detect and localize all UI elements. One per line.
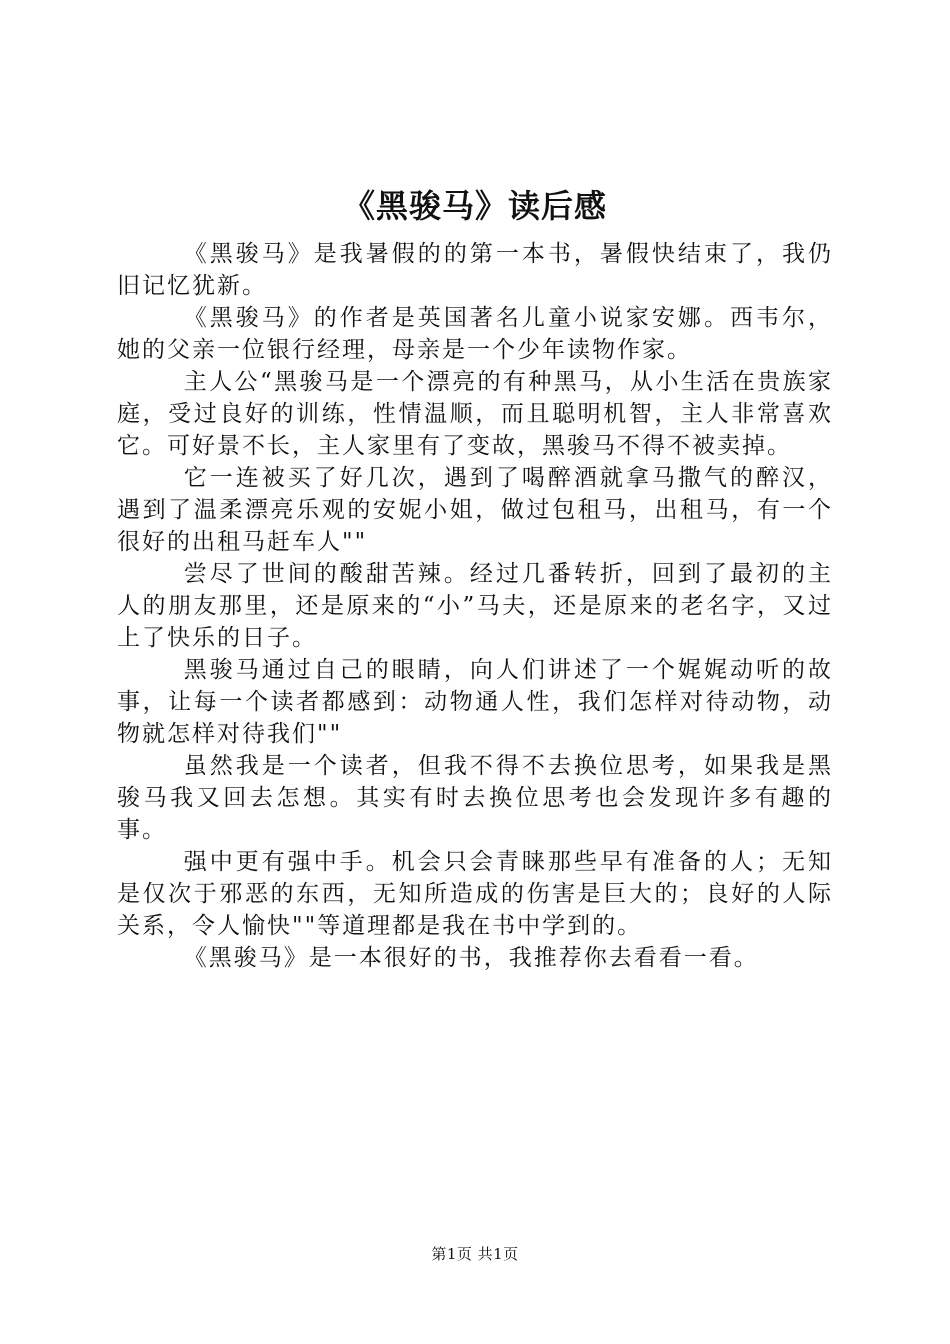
document-title: 《黑骏马》读后感 — [342, 187, 607, 225]
paragraph-6: 黑骏马通过自己的眼睛，向人们讲述了一个娓娓动听的故事，让每一个读者都感到：动物通人性，我们怎样对待动物，动物就怎样对待我们"" — [117, 657, 833, 747]
paragraph-3: 主人公“黑骏马是一个漂亮的有种黑马，从小生活在贵族家庭，受过良好的训练，性情温顺，而且聪明机智，主人非常喜欢它。可好景不长，主人家里有了变故，黑骏马不得不被卖掉。 — [117, 369, 833, 459]
paragraph-1: 《黑骏马》是我暑假的的第一本书，暑假快结束了，我仍旧记忆犹新。 — [117, 241, 833, 299]
page-footer: 第1页 共1页 — [431, 1245, 519, 1263]
paragraph-9: 《黑骏马》是一本很好的书，我推荐你去看看一看。 — [183, 945, 759, 971]
paragraph-8: 强中更有强中手。机会只会青睐那些早有准备的人；无知是仅次于邪恶的东西，无知所造成的伤害是巨大的；良好的人际关系，令人愉快""等道理都是我在书中学到的。 — [117, 849, 833, 939]
paragraph-2: 《黑骏马》的作者是英国著名儿童小说家安娜。西韦尔，她的父亲一位银行经理，母亲是一个少年读物作家。 — [117, 305, 833, 363]
paragraph-7: 虽然我是一个读者，但我不得不去换位思考，如果我是黑骏马我又回去怎想。其实有时去换位思考也会发现许多有趣的事。 — [117, 753, 833, 843]
paragraph-5: 尝尽了世间的酸甜苦辣。经过几番转折，回到了最初的主人的朋友那里，还是原来的“小”马夫，还是原来的老名字，又过上了快乐的日子。 — [117, 561, 833, 651]
document-body — [117, 238, 833, 974]
paragraph-4: 它一连被买了好几次，遇到了喝醉酒就拿马撒气的醉汉，遇到了温柔漂亮乐观的安妮小姐，做过包租马，出租马，有一个很好的出租马赶车人"" — [117, 465, 833, 555]
